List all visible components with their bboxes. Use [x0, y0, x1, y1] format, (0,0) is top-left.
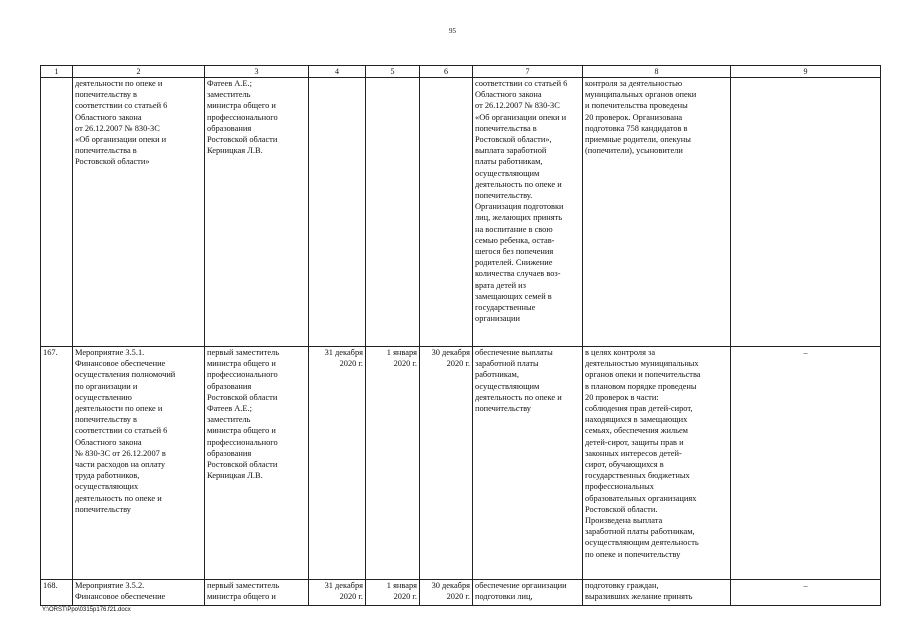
cell-line: детей-сирот, защиты прав и [585, 437, 684, 447]
planned-date-cell [309, 580, 366, 606]
table-row [41, 580, 881, 606]
cell-line: Мероприятие 3.5.2. [75, 581, 145, 590]
cell-line: образования [207, 448, 252, 458]
cell-line: соответствии со статьей 6 [75, 101, 168, 111]
cell-line: Ростовской области» [75, 157, 150, 167]
cell-line: и попечительства проведены [585, 101, 688, 111]
cell-line: заработной платы [475, 359, 539, 369]
header-row [41, 66, 881, 78]
cell-line: шегося без попечения [475, 247, 554, 257]
notes-cell [731, 347, 881, 580]
file-path-footer: Y:\ORST\Ppo\0315p176.f21.docx [42, 607, 131, 613]
activity-cell [73, 580, 205, 606]
cell-line: 1 января [386, 348, 417, 357]
cell-line: образования [207, 123, 252, 133]
col-header-3: 3 [205, 66, 309, 78]
cell-line: 2020 г. [446, 592, 470, 602]
col-header-7: 7 [473, 66, 583, 78]
cell-line: деятельность по опеке и [75, 493, 162, 503]
col-header-6: 6 [420, 66, 473, 78]
cell-line: органов опеки и попечительства [585, 370, 701, 380]
cell-line: министра общего и [207, 359, 276, 369]
cell-line: профессионального [207, 112, 278, 122]
notes-cell [731, 580, 881, 606]
cell-line: 2020 г. [446, 359, 470, 369]
cell-line: деятельность по опеке и [475, 179, 562, 189]
cell-line: Керницкая Л.В. [207, 471, 263, 481]
cell-line: попечительства в [475, 123, 537, 133]
report-table [40, 65, 881, 606]
cell-line: министра общего и [207, 592, 276, 602]
cell-line: соблюдения прав детей-сирот, [585, 404, 693, 414]
cell-line: министра общего и [207, 101, 276, 111]
cell-line: государственные [475, 303, 536, 313]
col-header-4: 4 [309, 66, 366, 78]
cell-line: Финансовое обеспечение [75, 592, 166, 602]
cell-line: подготовки лиц, [475, 592, 533, 602]
cell-line: первый заместитель [207, 348, 280, 357]
cell-line: образования [207, 381, 252, 391]
cell-line: замещающих семей в [475, 291, 552, 301]
end-date-cell [420, 580, 473, 606]
cell-line: организации [475, 314, 520, 324]
cell-line: профессионального [207, 370, 278, 380]
cell-line: соответствии со статьей 6 [475, 79, 568, 88]
start-date-cell [366, 78, 420, 347]
col-header-2: 2 [73, 66, 205, 78]
expected-result-cell [473, 347, 583, 580]
cell-line: семьях, обеспечения жильем [585, 426, 688, 436]
cell-line: попечительства в [75, 146, 137, 156]
cell-line: на воспитание в свою [475, 224, 553, 234]
cell-line: находящихся в замещающих [585, 415, 688, 425]
responsible-cell [205, 78, 309, 347]
row-number-cell: 167. [41, 347, 73, 580]
cell-line: попечительству [75, 504, 131, 514]
cell-line: 20 проверок. Организована [585, 112, 683, 122]
cell-line: от 26.12.2007 № 830-ЗС [75, 123, 160, 133]
cell-line: попечительству в [75, 415, 138, 425]
cell-line: заместитель [207, 415, 251, 425]
cell-line: Ростовской области [207, 460, 278, 470]
cell-line: части расходов на оплату [75, 460, 166, 470]
planned-date-cell [309, 78, 366, 347]
col-header-9: 9 [731, 66, 881, 78]
cell-line: платы работникам, [475, 157, 543, 167]
cell-line: обеспечение выплаты [475, 348, 553, 357]
cell-line: (попечители), усыновители [585, 146, 683, 156]
cell-line: Фатеев А.Е.; [207, 404, 252, 414]
table-row [41, 347, 881, 580]
cell-line: 30 декабря [431, 581, 470, 590]
cell-line: образовательных организациях [585, 493, 697, 503]
cell-line: 30 декабря [431, 348, 470, 357]
cell-line: врата детей из [475, 280, 526, 290]
cell-line: заместитель [207, 90, 251, 100]
cell-line: осуществления полномочий [75, 370, 176, 380]
cell-line: Ростовской области. [585, 504, 658, 514]
cell-line: осуществляющим [475, 381, 540, 391]
cell-line: Финансовое обеспечение [75, 359, 166, 369]
cell-line: профессионального [207, 437, 278, 447]
cell-line: первый заместитель [207, 581, 280, 590]
cell-line: соответствии со статьей 6 [75, 426, 168, 436]
cell-line: приемные родители, опекуны [585, 135, 691, 145]
cell-line: попечительству в [75, 90, 138, 100]
table-row [41, 78, 881, 347]
cell-line: деятельность по опеке и [475, 392, 562, 402]
actual-result-cell [583, 347, 731, 580]
cell-line: министра общего и [207, 426, 276, 436]
col-header-5: 5 [366, 66, 420, 78]
cell-line: Ростовской области [207, 135, 278, 145]
cell-line: семью ребенка, остав- [475, 235, 555, 245]
cell-line: – [803, 348, 808, 357]
activity-cell [73, 78, 205, 347]
cell-line: контроля за деятельностью [585, 79, 683, 88]
cell-line: «Об организации опеки и [475, 112, 567, 122]
cell-line: сирот, обучающихся в [585, 460, 664, 470]
cell-line: обеспечение организации [475, 581, 567, 590]
cell-line: подготовка 758 кандидатов в [585, 123, 688, 133]
cell-line: государственных бюджетных [585, 471, 690, 481]
cell-line: «Об организации опеки и [75, 135, 167, 145]
col-header-1: 1 [41, 66, 73, 78]
cell-line: 2020 г. [339, 592, 363, 602]
cell-line: деятельности по опеке и [75, 404, 163, 414]
cell-line: Организация подготовки [475, 202, 564, 212]
cell-line: родителей. Снижение [475, 258, 553, 268]
cell-line: 31 декабря [324, 581, 363, 590]
cell-line: 31 декабря [324, 348, 363, 357]
responsible-cell [205, 347, 309, 580]
end-date-cell [420, 78, 473, 347]
row-number-cell: 168. [41, 580, 73, 606]
cell-line: осуществляющих [75, 482, 139, 492]
cell-line: лиц, желающих принять [475, 213, 563, 223]
cell-line: от 26.12.2007 № 830-ЗС [475, 101, 560, 111]
cell-line: Областного закона [75, 437, 142, 447]
cell-line: труда работников, [75, 471, 140, 481]
cell-line: законных интересов детей- [585, 448, 682, 458]
start-date-cell [366, 580, 420, 606]
cell-line: Фатеев А.Е.; [207, 79, 252, 88]
cell-line: деятельности по опеке и [75, 79, 163, 88]
cell-line: осуществлению [75, 392, 132, 402]
end-date-cell [420, 347, 473, 580]
cell-line: осуществляющим деятельность [585, 538, 699, 548]
cell-line: Произведена выплата [585, 516, 663, 526]
cell-line: в плановом порядке проведены [585, 381, 697, 391]
cell-line: Ростовской области [207, 392, 278, 402]
cell-line: подготовку граждан, [585, 581, 659, 590]
notes-cell [731, 78, 881, 347]
cell-line: работникам, [475, 370, 519, 380]
cell-line: Областного закона [75, 112, 142, 122]
page-number: 95 [449, 27, 456, 35]
start-date-cell [366, 347, 420, 580]
cell-line: количества случаев воз- [475, 269, 561, 279]
responsible-cell [205, 580, 309, 606]
cell-line: заработной платы работникам, [585, 527, 695, 537]
expected-result-cell [473, 580, 583, 606]
cell-line: профессиональных [585, 482, 654, 492]
cell-line: 2020 г. [393, 592, 417, 602]
cell-line: Ростовской области», [475, 135, 552, 145]
row-number-cell [41, 78, 73, 347]
cell-line: деятельностью муниципальных [585, 359, 699, 369]
cell-line: № 830-ЗС от 26.12.2007 в [75, 448, 166, 458]
cell-line: – [803, 581, 808, 590]
cell-line: 2020 г. [339, 359, 363, 369]
cell-line: выразивших желание принять [585, 592, 693, 602]
actual-result-cell [583, 580, 731, 606]
cell-line: Мероприятие 3.5.1. [75, 348, 145, 357]
cell-line: по опеке и попечительству [585, 549, 681, 559]
planned-date-cell [309, 347, 366, 580]
cell-line: 20 проверок в части: [585, 392, 659, 402]
cell-line: попечительству [475, 404, 531, 414]
cell-line: в целях контроля за [585, 348, 656, 357]
cell-line: осуществляющим [475, 168, 540, 178]
cell-line: по организации и [75, 381, 138, 391]
expected-result-cell [473, 78, 583, 347]
cell-line: 1 января [386, 581, 417, 590]
col-header-8: 8 [583, 66, 731, 78]
cell-line: выплата заработной [475, 146, 547, 156]
cell-line: Областного закона [475, 90, 542, 100]
cell-line: попечительству. [475, 191, 533, 201]
actual-result-cell [583, 78, 731, 347]
cell-line: 2020 г. [393, 359, 417, 369]
activity-cell [73, 347, 205, 580]
cell-line: Керницкая Л.В. [207, 146, 263, 156]
cell-line: муниципальных органов опеки [585, 90, 697, 100]
